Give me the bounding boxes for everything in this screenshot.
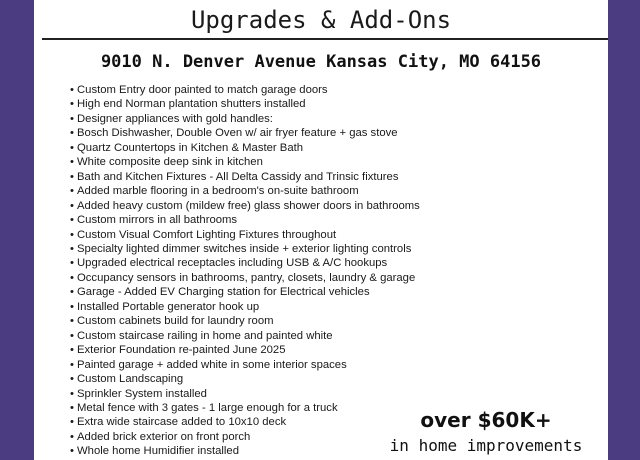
list-item: • Specialty lighted dimmer switches inside + exterior lighting controls [70, 242, 420, 256]
list-item: • Bosch Dishwasher, Double Oven w/ air fryer feature + gas stove [70, 126, 420, 140]
list-item: • Custom Visual Comfort Lighting Fixtures throughout [70, 228, 420, 242]
list-item: • Metal fence with 3 gates - 1 large enough for a truck [70, 401, 420, 415]
list-item: • Bath and Kitchen Fixtures - All Delta Cassidy and Trinsic fixtures [70, 170, 420, 184]
promo-amount: over $60K+ [420, 408, 552, 432]
list-item: • Occupancy sensors in bathrooms, pantry, closets, laundry & garage [70, 271, 420, 285]
list-item: • Upgraded electrical receptacles including USB & A/C hookups [70, 256, 420, 270]
list-item: • Garage - Added EV Charging station for Electrical vehicles [70, 285, 420, 299]
list-item: • Custom staircase railing in home and painted white [70, 329, 420, 343]
list-item: • Whole home Humidifier installed [70, 444, 420, 458]
list-item: • Added heavy custom (mildew free) glass shower doors in bathrooms [70, 199, 420, 213]
list-item: • Exterior Foundation re-painted June 2025 [70, 343, 420, 357]
document-sheet [34, 0, 608, 460]
promo-subtitle: in home improvements [389, 436, 583, 455]
list-item: • High end Norman plantation shutters installed [70, 97, 420, 111]
list-item: • Added brick exterior on front porch [70, 430, 420, 444]
list-item: • Added marble flooring in a bedroom's on-suite bathroom [70, 184, 420, 198]
list-item: • Painted garage + added white in some interior spaces [70, 358, 420, 372]
property-address: 9010 N. Denver Avenue Kansas City, MO 64156 [100, 52, 542, 72]
list-item: • White composite deep sink in kitchen [70, 155, 420, 169]
upgrades-list [70, 83, 420, 459]
list-item: • Installed Portable generator hook up [70, 300, 420, 314]
list-item: • Custom mirrors in all bathrooms [70, 213, 420, 227]
list-item: • Custom Entry door painted to match garage doors [70, 83, 420, 97]
title-divider [42, 38, 608, 40]
page-title: Upgrades & Add-Ons [190, 6, 452, 34]
list-item: • Custom cabinets build for laundry room [70, 314, 420, 328]
list-item: • Sprinkler System installed [70, 387, 420, 401]
list-item: • Quartz Countertops in Kitchen & Master Bath [70, 141, 420, 155]
list-item: • Custom Landscaping [70, 372, 420, 386]
list-item: • Designer appliances with gold handles: [70, 112, 420, 126]
list-item: • Extra wide staircase added to 10x10 deck [70, 415, 420, 429]
